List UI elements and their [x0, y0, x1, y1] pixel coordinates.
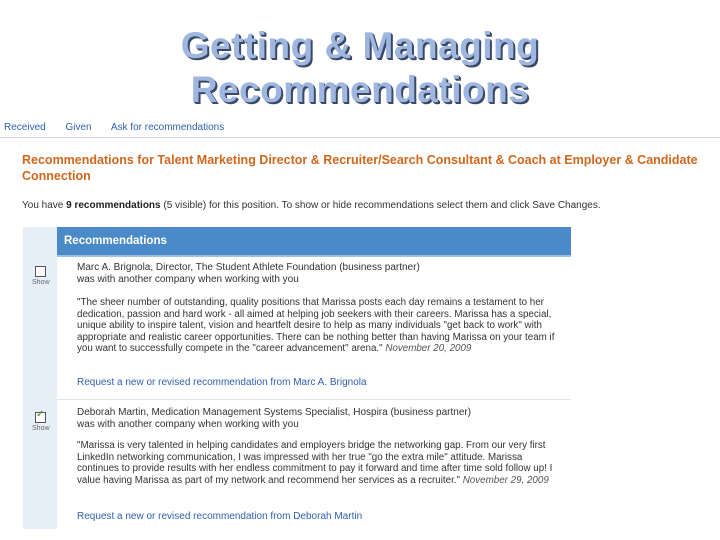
recommendation-item	[23, 404, 571, 529]
recommender-name-title: Marc A. Brignola, Director, The Student Athlete Foundation (business partner)	[77, 262, 420, 273]
recommendation-count: 9 recommendations	[66, 200, 161, 211]
show-label: Show	[32, 279, 50, 286]
info-suffix: (5 visible) for this position. To show or hide recommendations select them and click Save Changes.	[160, 200, 601, 211]
panel-header: Recommendations	[57, 227, 571, 255]
slide-title-line-2: Recommendations	[190, 69, 530, 110]
recommendation-item	[23, 257, 571, 400]
recommender-info	[77, 262, 567, 286]
position-heading: Recommendations for Talent Marketing Director & Recruiter/Search Consultant & Coach at Employer & Candidate Connection	[22, 153, 698, 183]
info-prefix: You have	[22, 200, 67, 211]
show-label: Show	[32, 425, 50, 432]
recommendation-count-info	[22, 200, 712, 211]
show-checkbox[interactable]	[35, 412, 46, 423]
entry-divider	[57, 399, 571, 400]
tab-given[interactable]: Given	[65, 122, 92, 133]
request-revised-link[interactable]: Request a new or revised recommendation from Marc A. Brignola	[77, 377, 367, 388]
show-checkbox[interactable]	[35, 266, 46, 277]
recommender-relationship: was with another company when working with you	[77, 274, 299, 285]
quote-body: "The sheer number of outstanding, quality positions that Marissa posts each day remains a testament to her dedication, passion and hard work - all aimed at helping job seekers with their careers. Marissa has a special, unique ability to inspire talent, vision and heartfelt desire to help as many individuals "get back to work" with appropriate and realistic career opportunities. There can be nothing better than having Marissa on your team if you want to successfully compete in the "career advancement" arena."	[77, 297, 555, 354]
slide-title-line-1: Getting & Managing	[180, 25, 540, 66]
tab-received[interactable]: Received	[4, 122, 46, 133]
recommendation-date: November 29, 2009	[462, 474, 549, 486]
request-revised-link[interactable]: Request a new or revised recommendation from Deborah Martin	[77, 511, 363, 522]
recommendations-panel	[23, 227, 571, 529]
recommender-name-title: Deborah Martin, Medication Management Systems Specialist, Hospira (business partner)	[77, 407, 472, 418]
recommendation-date: November 20, 2009	[385, 343, 472, 354]
tab-ask-for-recommendations[interactable]: Ask for recommendations	[110, 122, 225, 133]
recommendation-text	[77, 440, 560, 486]
recommendation-text	[77, 297, 560, 355]
tab-bar	[4, 122, 241, 133]
recommender-info	[77, 407, 567, 431]
slide-title	[0, 24, 720, 112]
quote-body: "Marissa is very talented in helping candidates and employers bridge the networking gap. From our very first LinkedIn networking communication, I was impressed with her true "go the extra mile" attitude. Marissa continues to provide results with her endless commitment to pay it forward and time after time sold follow up! I value having Marissa as part of my network and recommend her services as a recruiter."	[77, 440, 553, 486]
tab-divider	[0, 137, 720, 138]
recommender-relationship: was with another company when working with you	[77, 419, 299, 430]
